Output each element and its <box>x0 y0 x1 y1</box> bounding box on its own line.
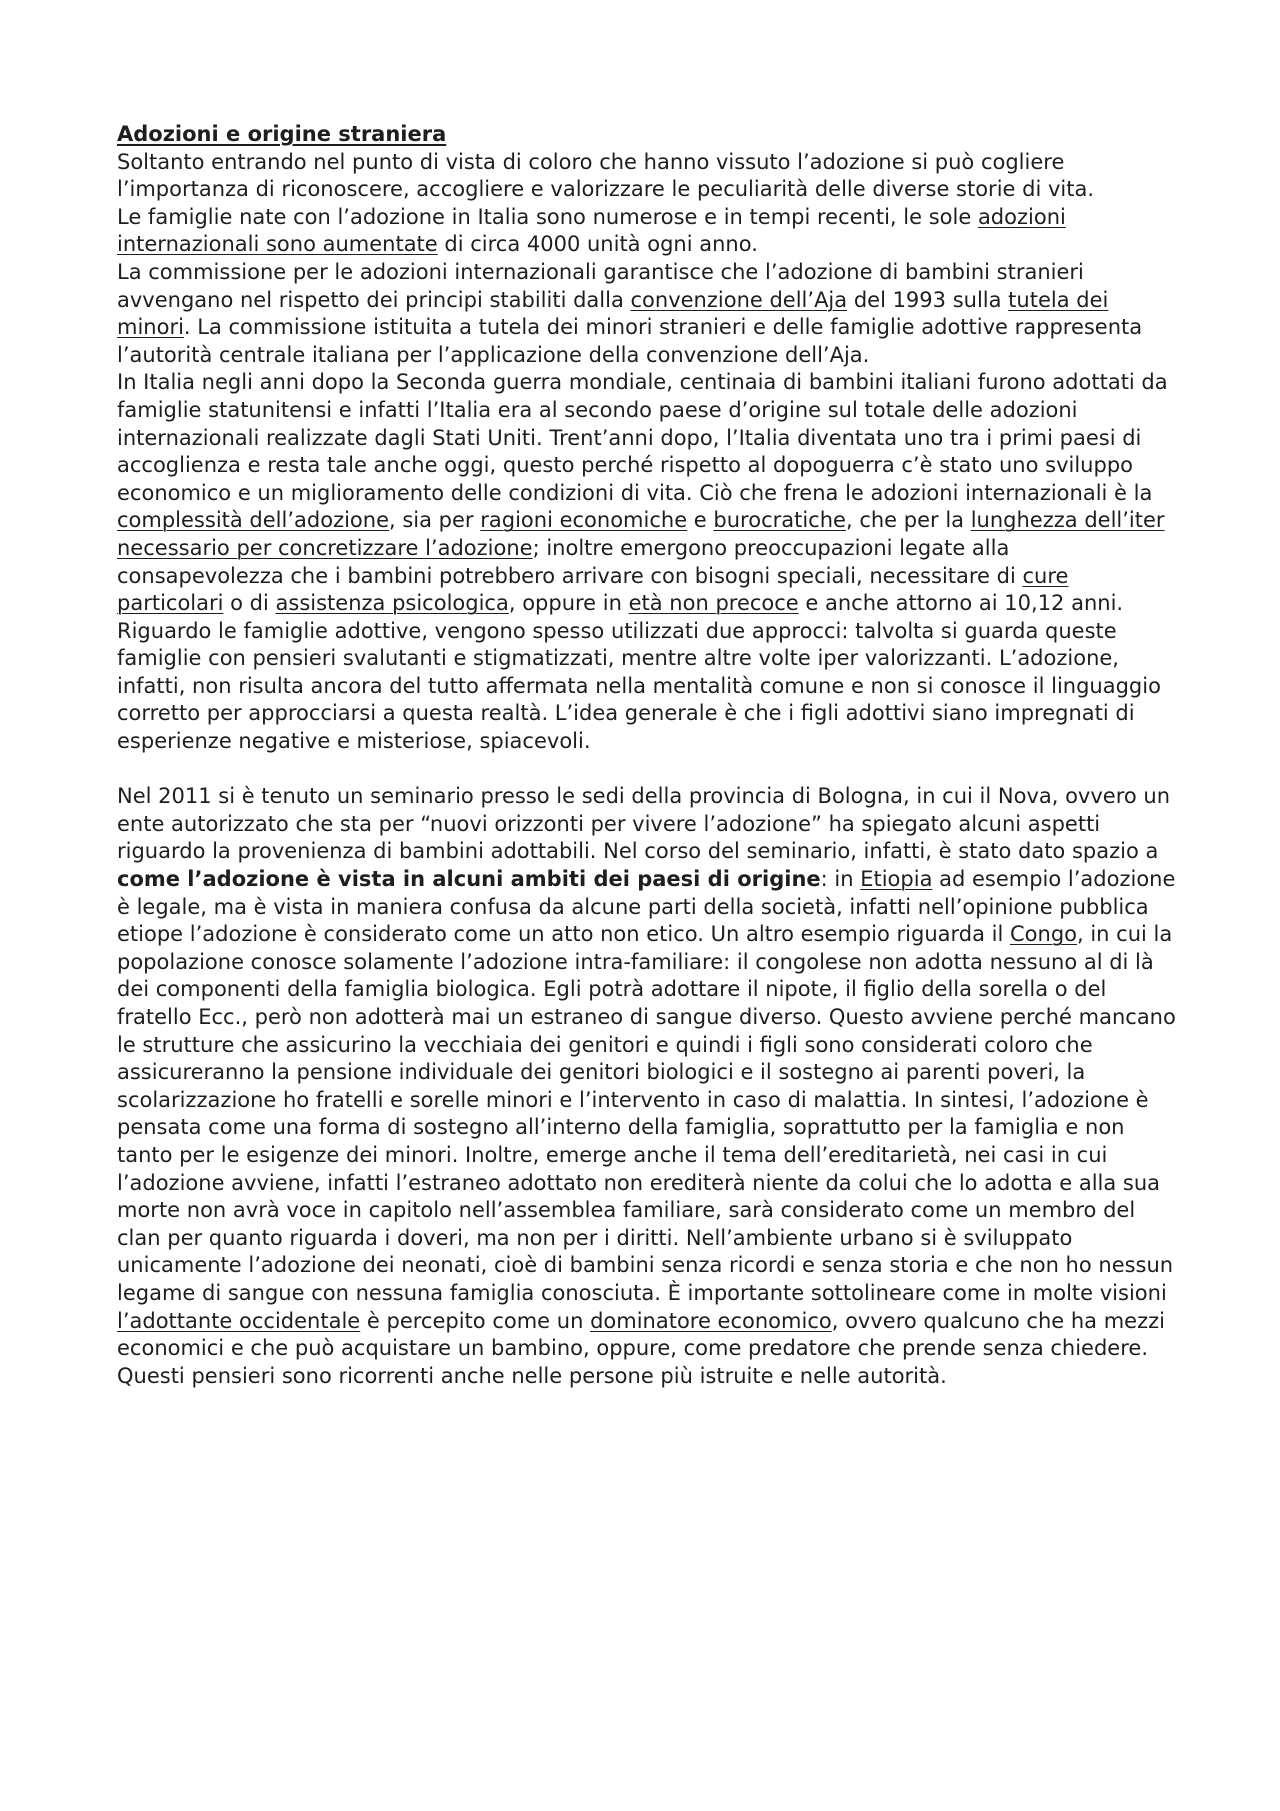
underlined-phrase: età non precoce <box>628 591 799 616</box>
paragraph-seminar <box>117 783 1179 1390</box>
underlined-phrase: l’adottante occidentale <box>117 1308 361 1333</box>
text-run: , in cui la popolazione conosce solamente l’adozione intra-familiare: il congolese non adotta nessuno al di là dei componenti della famiglia biologica. Egli potrà adottare il nipote, il figlio della sorella o del fratello Ecc., però non adotterà mai un estraneo di sangue diverso. Questo avviene perché mancano le strutture che assicurino la vecchiaia dei genitori e quindi i figli sono considerati coloro che assicureranno la pensione individuale dei genitori biologici e il sostegno ai parenti poveri, la scolarizzazione ho fratelli e sorelle minori e l’intervento in caso di malattia. In sintesi, l’adozione è pensata come una forma di sostegno all’interno della famiglia, soprattutto per la famiglia e non tanto per le esigenze dei minori. Inoltre, emerge anche il tema dell’ereditarietà, nei casi in cui l’adozione avviene, infatti l’estraneo adottato non erediterà niente da colui che lo adotta e alla sua morte non avrà voce in capitolo nell’assemblea familiare, sarà considerato come un membro del clan per quanto riguarda i doveri, ma non per i diritti. Nell’ambiente urbano si è sviluppato unicamente l’adozione dei neonati, cioè di bambini senza ricordi e senza storia e che non ho nessun legame di sangue con nessuna famiglia conosciuta. È importante sottolineare come in molte visioni <box>117 922 1176 1305</box>
paragraph-adoptive-families: Riguardo le famiglie adottive, vengono spesso utilizzati due approcci: talvolta si guarda queste famiglie con pensieri svalutanti e stigmatizzati, mentre altre volte iper valorizzanti. L’adozione, infatti, non risulta ancora del tutto affermata nella mentalità comune e non si conosce il linguaggio corretto per approcciarsi a questa realtà. L’idea generale è che i figli adottivi siano impregnati di esperienze negative e misteriose, spiacevoli. <box>117 618 1161 754</box>
underlined-phrase: tutela dei minori <box>117 287 1109 340</box>
text-run: In Italia negli anni dopo la Seconda guerra mondiale, centinaia di bambini italiani furono adottati da famiglie statunitensi e infatti l’Italia era al secondo paese d’origine sul totale delle adozioni internazionali realizzate dagli Stati Uniti. Trent’anni dopo, l’Italia diventata uno tra i primi paesi di accoglienza e resta tale anche oggi, questo perché rispetto al dopoguerra c’è stato uno sviluppo economico e un miglioramento delle condizioni di vita. Ciò che frena le adozioni internazionali è la <box>117 370 1168 505</box>
paragraph-commission <box>117 259 1179 369</box>
underlined-phrase: cure particolari <box>117 563 1069 616</box>
document-title: Adozioni e origine straniera <box>117 122 447 146</box>
text-run: Nel 2011 si è tenuto un seminario presso le sedi della provincia di Bologna, in cui il Nova, ovvero un ente autorizzato che sta per “nuovi orizzonti per vivere l’adozione” ha spiegato alcuni aspetti riguardo la provenienza di bambini adottabili. Nel corso del seminario, infatti, è stato dato spazio a <box>117 784 1171 864</box>
text-run: : in <box>820 867 861 892</box>
paragraph-spacer <box>117 756 1179 784</box>
document-page <box>117 121 1179 1390</box>
paragraph-post-war <box>117 369 1179 617</box>
text-run: o di <box>223 591 276 616</box>
text-run: , che per la <box>845 508 971 533</box>
underlined-phrase: complessità dell’adozione <box>117 508 390 533</box>
underlined-phrase: convenzione dell’Aja <box>630 287 848 312</box>
underlined-phrase: ragioni economiche <box>480 508 688 533</box>
text-run: è percepito come un <box>360 1308 591 1333</box>
text-run: . La commissione istituita a tutela dei minori stranieri e delle famiglie adottive rappresenta l’autorità centrale italiana per l’applicazione della convenzione dell’Aja. <box>117 315 1143 367</box>
text-run: La commissione per le adozioni internazionali garantisce che l’adozione di bambini stranieri avvengano nel rispetto dei principi stabiliti dalla <box>117 259 1084 312</box>
underlined-phrase: Etiopia <box>860 867 933 892</box>
text-run: , ovvero qualcuno che ha mezzi economici e che può acquistare un bambino, oppure, come predatore che prende senza chiedere. Questi pensieri sono ricorrenti anche nelle persone più istruite e nelle autorità. <box>117 1308 1165 1388</box>
text-run: ad esempio l’adozione è legale, ma è vista in maniera confusa da alcune parti della società, infatti nell’opinione pubblica etiope l’adozione è considerato come un atto non etico. Un altro esempio riguarda il <box>117 867 1176 947</box>
underlined-phrase: dominatore economico <box>590 1308 832 1333</box>
underlined-phrase: assistenza psicologica <box>275 591 509 616</box>
underlined-phrase: lunghezza dell’iter necessario per concretizzare l’adozione <box>117 508 1165 560</box>
text-run: e <box>687 508 714 533</box>
underlined-phrase: adozioni internazionali sono aumentate <box>117 204 1066 257</box>
text-run: , oppure in <box>508 591 629 616</box>
text-run: e anche attorno ai 10,12 anni. <box>798 591 1124 616</box>
bold-phrase: come l’adozione è vista in alcuni ambiti dei paesi di origine <box>117 867 821 892</box>
paragraph-intro: Soltanto entrando nel punto di vista di coloro che hanno vissuto l’adozione si può cogliere l’importanza di riconoscere, accogliere e valorizzare le peculiarità delle diverse storie di vita. <box>117 149 1095 202</box>
text-run: Le famiglie nate con l’adozione in Italia sono numerose e in tempi recenti, le sole <box>117 204 978 229</box>
text-run: di circa 4000 unità ogni anno. <box>437 232 758 257</box>
text-run: , sia per <box>389 508 481 533</box>
text-run: ; inoltre emergono preoccupazioni legate alla consapevolezza che i bambini potrebbero arrivare con bisogni speciali, necessitare di <box>117 535 1023 588</box>
underlined-phrase: Congo <box>1010 922 1077 947</box>
underlined-phrase: burocratiche <box>713 508 846 533</box>
paragraph-italy-families <box>117 204 1179 259</box>
text-run: del 1993 sulla <box>847 287 1009 312</box>
